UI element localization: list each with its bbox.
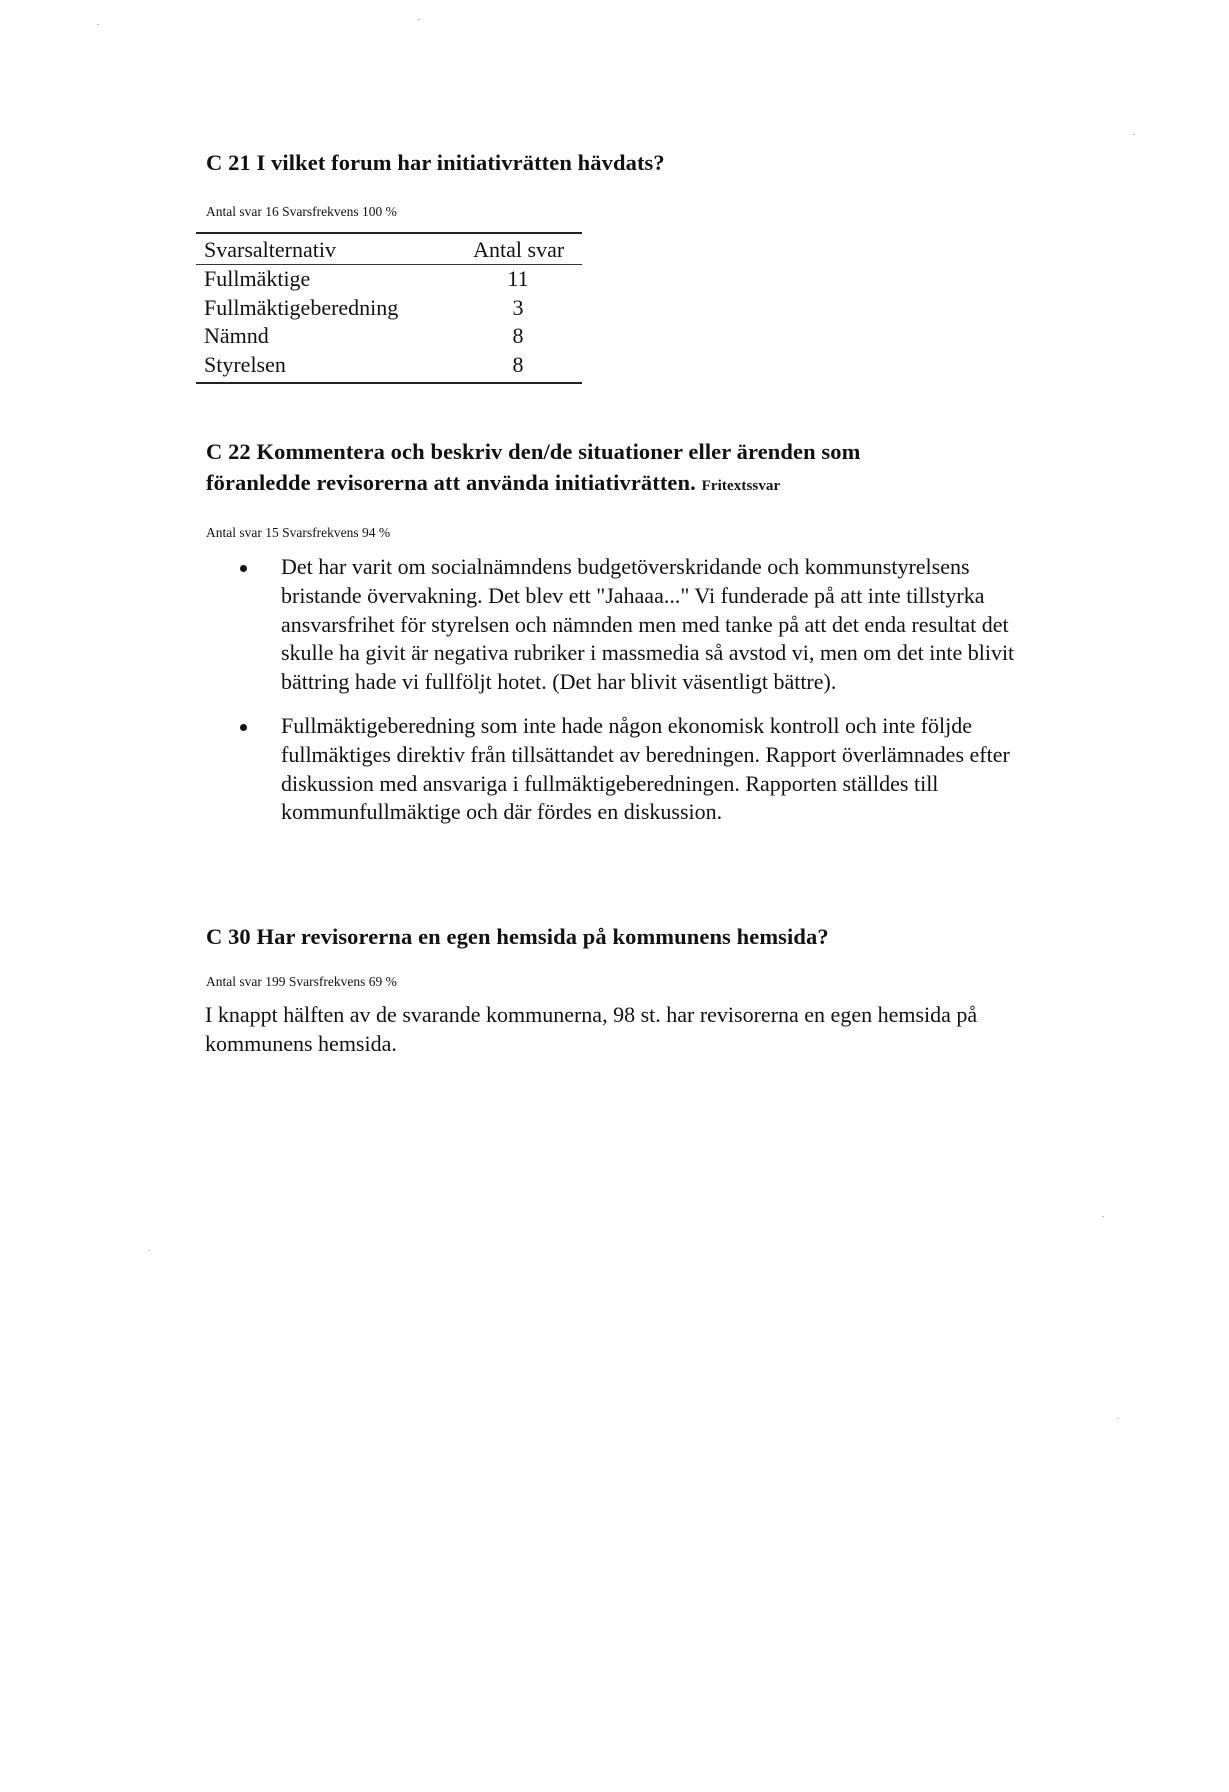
table-row xyxy=(196,351,582,380)
heading-answer-type: Fritextssvar xyxy=(701,478,781,494)
list-item xyxy=(230,712,1030,827)
c30-answer-text: I knappt hälften av de svarande kommunerna, 98 st. har revisorerna en egen hemsida på kommunens hemsida. xyxy=(205,1002,978,1056)
scan-speck xyxy=(1102,1216,1104,1217)
column-header-svarsalternativ: Svarsalternativ xyxy=(204,236,336,262)
c22-answer-list xyxy=(230,553,1030,842)
row-count: 11 xyxy=(507,266,529,291)
row-label: Styrelsen xyxy=(204,351,286,377)
question-c30-heading: C 30 Har revisorerna en egen hemsida på kommunens hemsida? xyxy=(206,924,829,949)
list-item xyxy=(230,553,1030,697)
question-c22-response-stats: Antal svar 15 Svarsfrekvens 94 % xyxy=(206,525,391,540)
heading-line-1: C 22 Kommentera och beskriv den/de situationer eller ärenden som xyxy=(206,439,861,464)
scan-speck xyxy=(97,24,99,25)
row-count: 3 xyxy=(512,294,524,320)
row-label: Nämnd xyxy=(204,323,269,348)
scan-speck xyxy=(1133,134,1135,135)
column-header-antal-svar: Antal svar xyxy=(473,236,565,262)
row-label: Fullmäktige xyxy=(204,266,311,291)
scan-speck xyxy=(1117,1418,1119,1419)
answer-text: Fullmäktigeberedning som inte hade någon ekonomisk kontroll och inte följde fullmäktiges direktiv från tillsättandet av beredningen. Rapport överlämnades efter diskussion med ansvariga i fullmäktigeberedningen. Rapporten ställdes till kommunfullmäktige och där fördes en diskussion. xyxy=(281,712,1010,825)
c21-results-table xyxy=(196,232,582,384)
row-count: 8 xyxy=(512,351,524,377)
question-c21-heading: C 21 I vilket forum har initiativrätten hävdats? xyxy=(206,150,665,175)
bullet-icon xyxy=(240,565,247,572)
answer-text: Det har varit om socialnämndens budgetöverskridande och kommunstyrelsens bristande övervakning. Det blev ett "Jahaaa..." Vi funderade på att inte tillstyrka ansvarsfrihet för styrelsen och nämnden men med tanke på att det enda resultat det skulle ha givit är negativa rubriker i massmedia så avstod vi, men om det inte blivit bättring hade vi fullföljt hotet. (Det har blivit väsentligt bättre). xyxy=(281,554,1015,695)
table-row xyxy=(196,322,582,351)
table-row xyxy=(196,294,582,323)
question-c22-heading xyxy=(206,436,1106,502)
table-header-row xyxy=(196,234,582,265)
row-count: 8 xyxy=(512,323,524,348)
scan-speck xyxy=(418,19,420,20)
question-c30-response-stats: Antal svar 199 Svarsfrekvens 69 % xyxy=(206,974,397,989)
heading-line-2: föranledde revisorerna att använda initiativrätten. xyxy=(206,470,696,495)
scan-speck xyxy=(148,1250,150,1251)
question-c21-response-stats: Antal svar 16 Svarsfrekvens 100 % xyxy=(206,204,397,219)
table-row xyxy=(196,265,582,294)
bullet-icon xyxy=(240,724,247,731)
row-label: Fullmäktigeberedning xyxy=(204,294,399,320)
